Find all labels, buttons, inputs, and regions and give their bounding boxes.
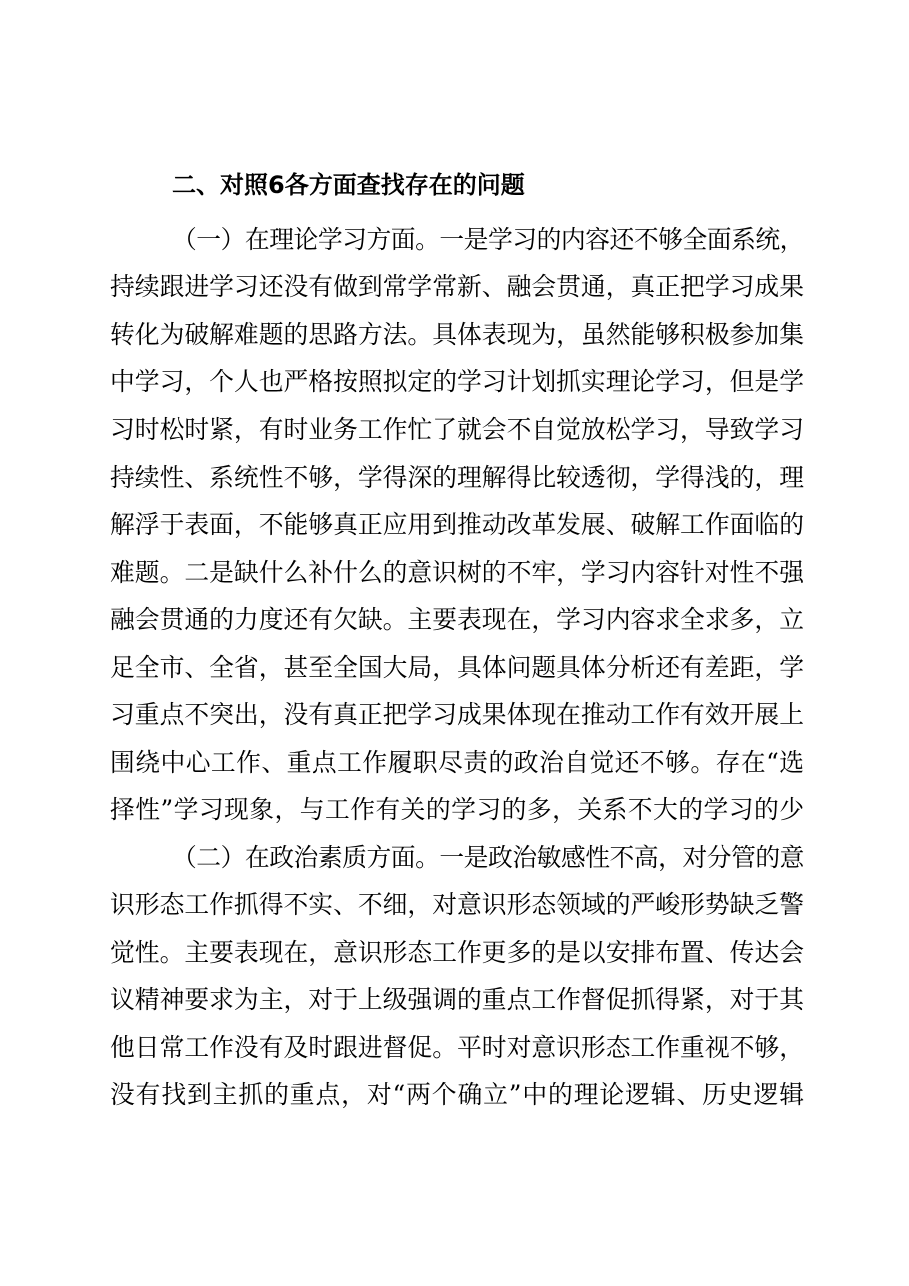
paragraph-line: 议精神要求为主，对于上级强调的重点工作督促抓得紧，对于其	[110, 985, 804, 1014]
paragraph-line: 难题。二是缺什么补什么的意识树的不牢，学习内容针对性不强	[110, 558, 804, 587]
paragraph-line: 他日常工作没有及时跟进督促。平时对意识形态工作重视不够，	[110, 1033, 804, 1062]
paragraph-line: （一）在理论学习方面。一是学习的内容还不够全面系统，	[172, 225, 804, 254]
paragraph-line: 足全市、全省，甚至全国大局，具体问题具体分析还有差距，学	[110, 653, 804, 682]
paragraph-line: 习时松时紧，有时业务工作忙了就会不自觉放松学习，导致学习	[110, 415, 804, 444]
paragraph-line: 持续性、系统性不够，学得深的理解得比较透彻，学得浅的，理	[110, 463, 804, 492]
paragraph-line: 觉性。主要表现在，意识形态工作更多的是以安排布置、传达会	[110, 938, 804, 967]
paragraph-line: 融会贯通的力度还有欠缺。主要表现在，学习内容求全求多，立	[110, 605, 804, 634]
paragraph-line: （二）在政治素质方面。一是政治敏感性不高，对分管的意	[172, 843, 804, 872]
paragraph-line: 识形态工作抓得不实、不细，对意识形态领域的严峻形势缺乏警	[110, 890, 804, 919]
paragraph-line: 转化为破解难题的思路方法。具体表现为，虽然能够积极参加集	[110, 320, 804, 349]
paragraph-line: 择性”学习现象，与工作有关的学习的多，关系不大的学习的少	[110, 795, 804, 824]
paragraph-line: 解浮于表面，不能够真正应用到推动改革发展、破解工作面临的	[110, 510, 804, 539]
paragraph-line: 没有找到主抓的重点，对“两个确立”中的理论逻辑、历史逻辑	[110, 1080, 804, 1109]
paragraph-line: 习重点不突出，没有真正把学习成果体现在推动工作有效开展上	[110, 700, 804, 729]
section-heading: 二、对照6各方面查找存在的问题	[172, 171, 525, 199]
paragraph-line: 持续跟进学习还没有做到常学常新、融会贯通，真正把学习成果	[110, 272, 804, 301]
paragraph-line: 围绕中心工作、重点工作履职尽责的政治自觉还不够。存在“选	[110, 748, 804, 777]
paragraph-line: 中学习，个人也严格按照拟定的学习计划抓实理论学习，但是学	[110, 367, 804, 396]
